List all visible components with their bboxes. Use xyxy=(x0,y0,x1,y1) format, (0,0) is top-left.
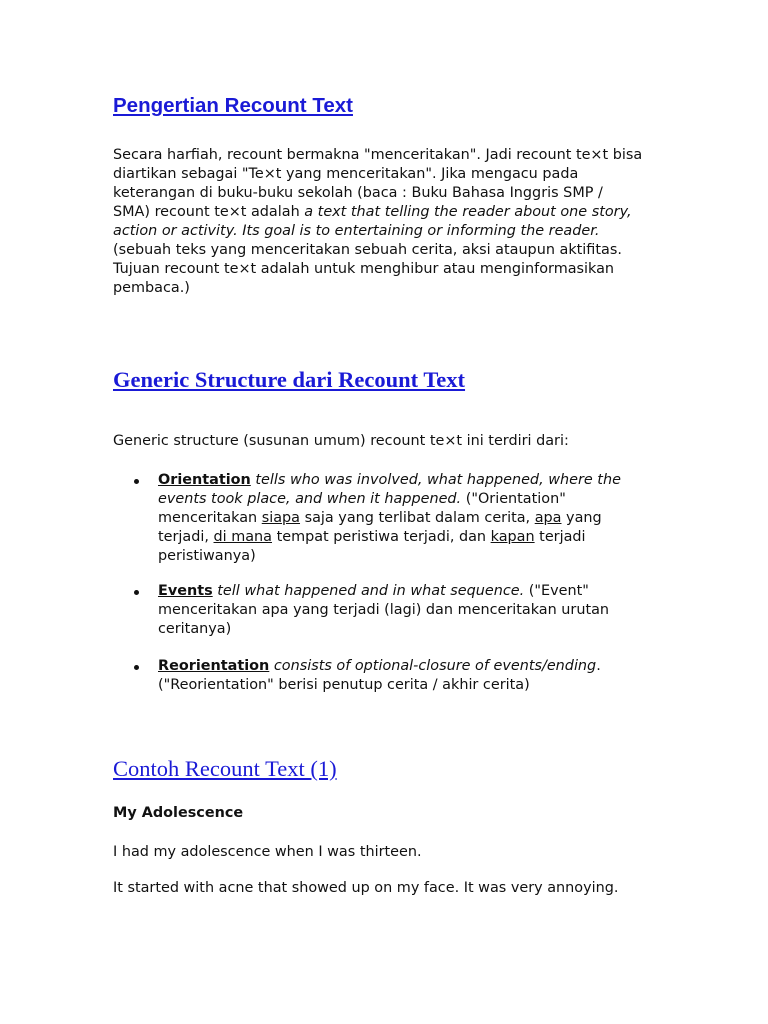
term-orientation: Orientation xyxy=(158,472,251,488)
section-title-contoh[interactable]: Contoh Recount Text (1) xyxy=(113,756,337,781)
term-events: Events xyxy=(158,583,213,599)
orientation-translation: terjadi peristiwanya) xyxy=(158,529,586,564)
reorientation-translation: . ("Reorientation" berisi penutup cerita / akhir cerita) xyxy=(158,658,601,693)
orientation-translation: saja yang terlibat dalam cerita, xyxy=(300,510,535,526)
term-reorientation: Reorientation xyxy=(158,658,270,674)
definition-paragraph xyxy=(113,146,643,298)
bullet-icon xyxy=(134,479,139,484)
list-item-events xyxy=(113,582,653,657)
structure-list xyxy=(113,471,653,695)
bullet-icon xyxy=(134,665,139,670)
story-line-2: It started with acne that showed up on my face. It was very annoying. xyxy=(113,880,619,896)
section-title-generic-structure[interactable]: Generic Structure dari Recount Text xyxy=(113,367,466,392)
orientation-translation: yang terjadi, xyxy=(158,510,602,545)
definition-english: a text that telling the reader about one story, action or activity. Its goal is to entertaining or informing the reader. xyxy=(113,204,632,239)
definition-intro: Secara harfiah, recount bermakna "menceritakan". Jadi recount te×t bisa diartikan sebagai "Te×t yang menceritakan". Jika mengacu pada keterangan di buku-buku sekolah (baca : Buku Bahasa Inggris SMP / SMA) recount te×t adalah xyxy=(113,147,643,220)
events-translation: ("Event" menceritakan apa yang terjadi (lagi) dan menceritakan urutan ceritanya) xyxy=(158,583,610,637)
events-description: tell what happened and in what sequence. xyxy=(212,583,525,599)
word-apa: apa xyxy=(534,510,562,526)
definition-translation: (sebuah teks yang menceritakan sebuah cerita, aksi ataupun aktifitas. Tujuan recount te×t adalah untuk menghibur atau menginformasikan pembaca.) xyxy=(113,242,622,296)
generic-structure-intro: Generic structure (susunan umum) recount te×t ini terdiri dari: xyxy=(113,433,569,449)
list-item-orientation xyxy=(113,471,653,582)
story-line-1: I had my adolescence when I was thirteen. xyxy=(113,844,422,860)
orientation-translation: tempat peristiwa terjadi, dan xyxy=(272,529,491,545)
word-siapa: siapa xyxy=(261,510,301,526)
reorientation-description: consists of optional-closure of events/ending xyxy=(269,658,597,674)
orientation-description: tells who was involved, what happened, where the events took place, and when it happened. xyxy=(158,472,621,507)
story-title: My Adolescence xyxy=(113,805,244,821)
word-di-mana: di mana xyxy=(213,529,272,545)
section-title-pengertian[interactable]: Pengertian Recount Text xyxy=(113,94,353,117)
orientation-translation: ("Orientation" menceritakan xyxy=(158,491,566,526)
word-kapan: kapan xyxy=(490,529,535,545)
bullet-icon xyxy=(134,590,139,595)
list-item-reorientation xyxy=(113,657,653,695)
